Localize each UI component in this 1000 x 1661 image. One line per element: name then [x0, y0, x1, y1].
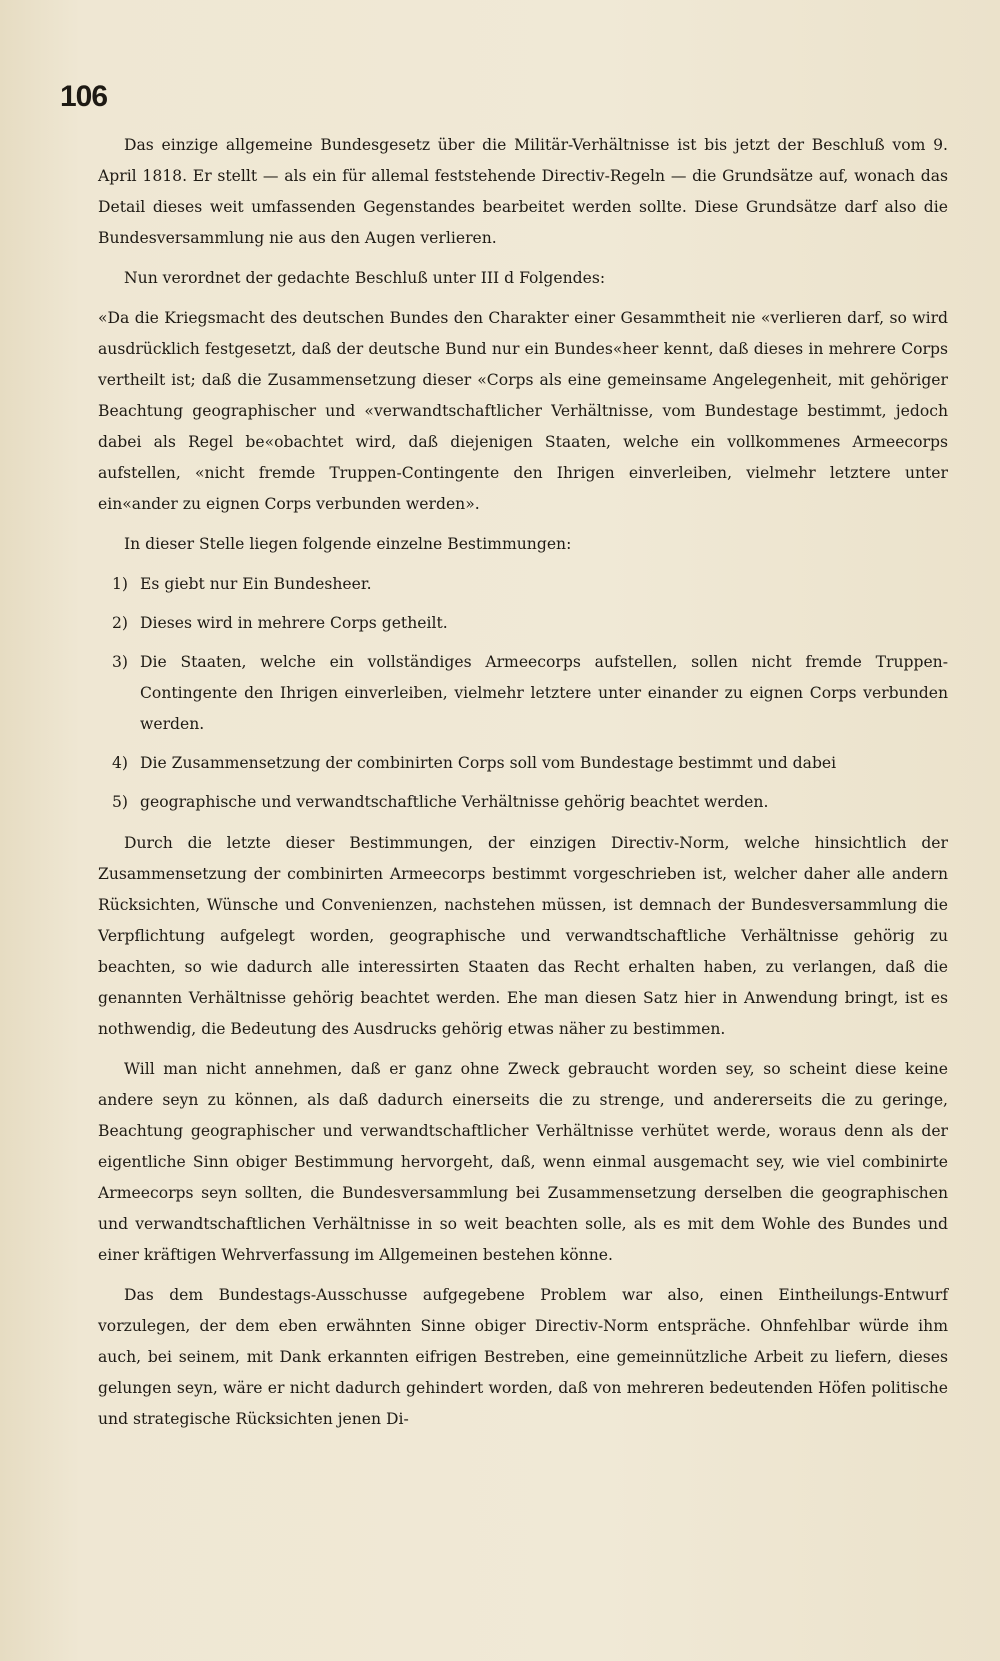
provisions-list	[98, 569, 948, 818]
paragraph-7: Das dem Bundestags-Ausschusse aufgegebene Problem war also, einen Eintheilungs-Entwurf vorzulegen, der dem eben erwähnten Sinne obiger Directiv-Norm entspräche. Ohnfehlbar würde ihm auch, bei seinem, mit Dank erkannten eifrigen Bestreben, eine gemeinnützliche Arbeit zu liefern, dieses gelungen seyn, wäre er nicht dadurch gehindert worden, daß von mehreren bedeutenden Höfen politische und strategische Rücksichten jenen Di-	[98, 1286, 948, 1428]
page-number: 106	[60, 80, 108, 113]
paragraph-6: Will man nicht annehmen, daß er ganz ohne Zweck gebraucht worden sey, so scheint diese keine andere seyn zu können, als daß dadurch einerseits die zu strenge, und andererseits die zu geringe, Beachtung geographischer und verwandtschaftlicher Verhältnisse verhütet werde, woraus denn als der eigentliche Sinn obiger Bestimmung hervorgeht, daß, wenn einmal ausgemacht sey, wie viel combinirte Armeecorps seyn sollten, die Bundesversammlung bei Zusammensetzung derselben die geographischen und verwandtschaftlichen Verhältnisse in so weit beachten solle, als es mit dem Wohle des Bundes und einer kräftigen Wehrverfassung im Allgemeinen bestehen könne.	[98, 1060, 948, 1264]
list-item-text: Dieses wird in mehrere Corps getheilt.	[140, 614, 448, 632]
paragraph-5: Durch die letzte dieser Bestimmungen, der einzigen Directiv-Norm, welche hinsichtlich der Zusammensetzung der combinirten Armeecorps bestimmt vorgeschrieben ist, welcher daher alle andern Rücksichten, Wünsche und Convenienzen, nachstehen müssen, ist demnach der Bundesversammlung die Verpflichtung aufgelegt worden, geographische und verwandtschaftliche Verhältnisse gehörig zu beachten, so wie dadurch alle interessirten Staaten das Recht erhalten haben, zu verlangen, daß die genannten Verhältnisse gehörig beachtet werden. Ehe man diesen Satz hier in Anwendung bringt, ist es nothwendig, die Bedeutung des Ausdrucks gehörig etwas näher zu bestimmen.	[98, 834, 948, 1038]
list-item-number: 3)	[112, 653, 129, 671]
list-item	[98, 569, 948, 600]
paragraph-1: Das einzige allgemeine Bundesgesetz über die Militär-Verhältnisse ist bis jetzt der Beschluß vom 9. April 1818. Er stellt — als ein für allemal feststehende Directiv-Regeln — die Grundsätze auf, wonach das Detail dieses weit umfassenden Gegenstandes bearbeitet werden sollte. Diese Grundsätze darf also die Bundesversammlung nie aus den Augen verlieren.	[98, 136, 948, 247]
list-item-number: 2)	[112, 614, 129, 632]
list-item-text: Es giebt nur Ein Bundesheer.	[140, 575, 372, 593]
list-item-number: 1)	[112, 575, 129, 593]
list-item-text: Die Zusammensetzung der combinirten Corps soll vom Bundestage bestimmt und dabei	[140, 754, 837, 772]
quoted-resolution: «Da die Kriegsmacht des deutschen Bundes den Charakter einer Gesammtheit nie «verlieren darf, so wird ausdrücklich festgesetzt, daß der deutsche Bund nur ein Bundes«heer kennt, daß dieses in mehrere Corps vertheilt ist; daß die Zusammensetzung dieser «Corps als eine gemeinsame Angelegenheit, mit gehöriger Beachtung geographischer und «verwandtschaftlicher Verhältnisse, vom Bundestage bestimmt, jedoch dabei als Regel be«obachtet wird, daß diejenigen Staaten, welche ein vollkommenes Armeecorps aufstellen, «nicht fremde Truppen-Contingente den Ihrigen einverleiben, vielmehr letztere unter ein«ander zu eignen Corps verbunden werden».	[98, 309, 948, 513]
list-item	[98, 647, 948, 740]
body-text	[98, 130, 948, 1444]
list-item-number: 4)	[112, 754, 129, 772]
list-item-text: geographische und verwandtschaftliche Verhältnisse gehörig beachtet werden.	[140, 793, 769, 811]
list-item-text: Die Staaten, welche ein vollständiges Armeecorps aufstellen, sollen nicht fremde Truppen-Contingente den Ihrigen einverleiben, vielmehr letztere unter einander zu eignen Corps verbunden werden.	[140, 653, 948, 733]
list-item	[98, 748, 948, 779]
list-item	[98, 608, 948, 639]
paragraph-intro-list: In dieser Stelle liegen folgende einzelne Bestimmungen:	[124, 535, 572, 553]
list-item	[98, 787, 948, 818]
paragraph-2: Nun verordnet der gedachte Beschluß unter III d Folgendes:	[124, 269, 606, 287]
list-item-number: 5)	[112, 793, 129, 811]
